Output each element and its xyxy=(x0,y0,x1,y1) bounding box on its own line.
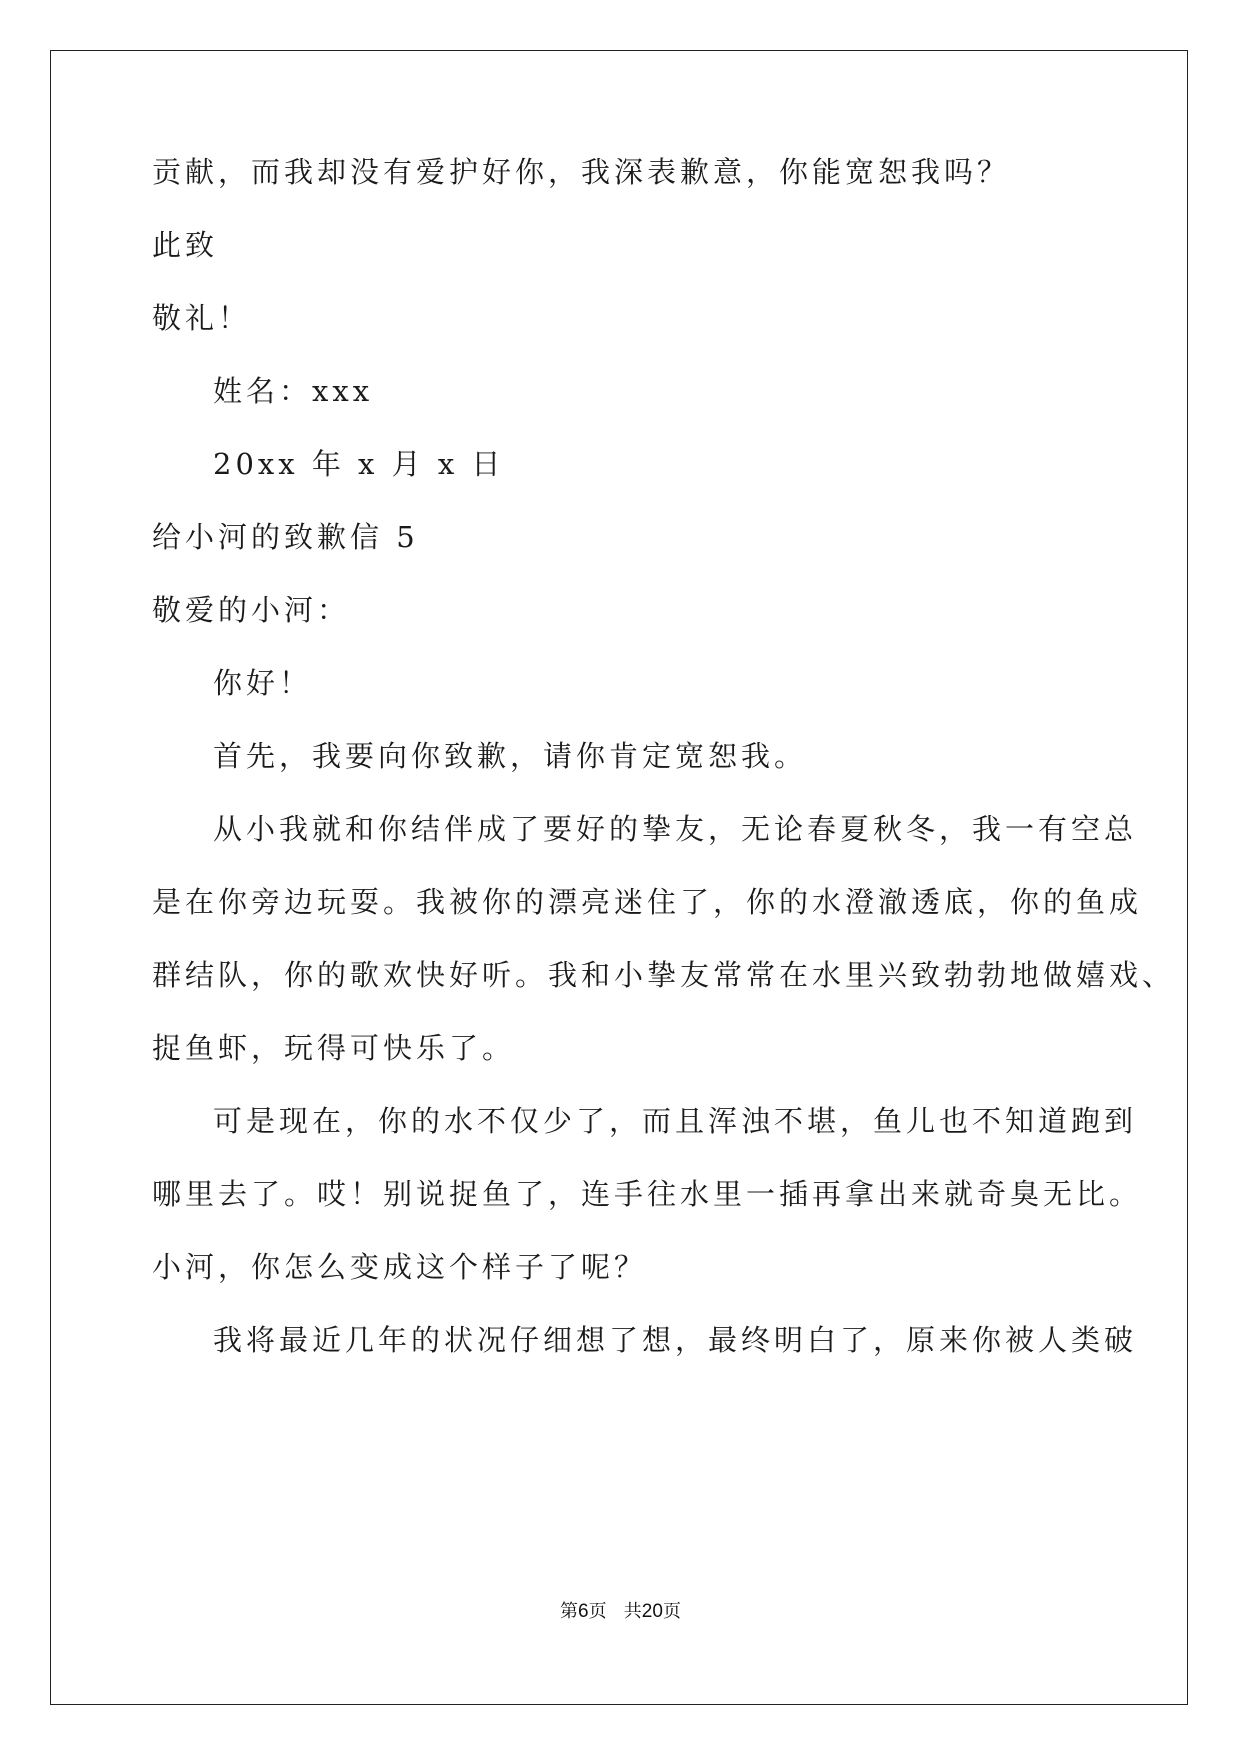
total-pages: 20 xyxy=(641,1601,663,1622)
signature-date: 20xx 年 x 月 x 日 xyxy=(213,447,505,481)
body-line: 是在你旁边玩耍。我被你的漂亮迷住了，你的水澄澈透底，你的鱼成 xyxy=(152,885,1143,919)
body-line: 哪里去了。哎！别说捉鱼了，连手往水里一插再拿出来就奇臭无比。 xyxy=(152,1177,1143,1211)
body-line: 可是现在，你的水不仅少了，而且浑浊不堪，鱼儿也不知道跑到 xyxy=(213,1104,1138,1138)
page-prefix: 第 xyxy=(560,1601,579,1622)
page-number: 6 xyxy=(578,1601,589,1622)
closing-regards: 敬礼！ xyxy=(152,301,252,335)
body-line: 小河，你怎么变成这个样子了呢？ xyxy=(152,1250,648,1284)
body-line: 我将最近几年的状况仔细想了想，最终明白了，原来你被人类破 xyxy=(213,1323,1138,1357)
body-line: 从小我就和你结伴成了要好的挚友，无论春夏秋冬，我一有空总 xyxy=(213,812,1138,846)
body-line: 捉鱼虾，玩得可快乐了。 xyxy=(152,1031,516,1065)
signature-name: 姓名：xxx xyxy=(213,374,374,408)
letter-title: 给小河的致歉信 5 xyxy=(152,520,419,554)
body-line: 首先，我要向你致歉，请你肯定宽恕我。 xyxy=(213,739,808,773)
total-suffix: 页 xyxy=(662,1601,681,1622)
body-line: 你好！ xyxy=(213,666,313,700)
page-suffix: 页 xyxy=(588,1601,607,1622)
total-prefix: 共 xyxy=(623,1601,642,1622)
closing-salutation: 此致 xyxy=(152,228,219,262)
page-footer xyxy=(0,1597,1241,1623)
letter-greeting: 敬爱的小河： xyxy=(152,593,351,627)
body-line: 贡献，而我却没有爱护好你，我深表歉意，你能宽恕我吗？ xyxy=(152,155,1011,189)
body-line: 群结队，你的歌欢快好听。我和小挚友常常在水里兴致勃勃地做嬉戏、 xyxy=(152,958,1176,992)
